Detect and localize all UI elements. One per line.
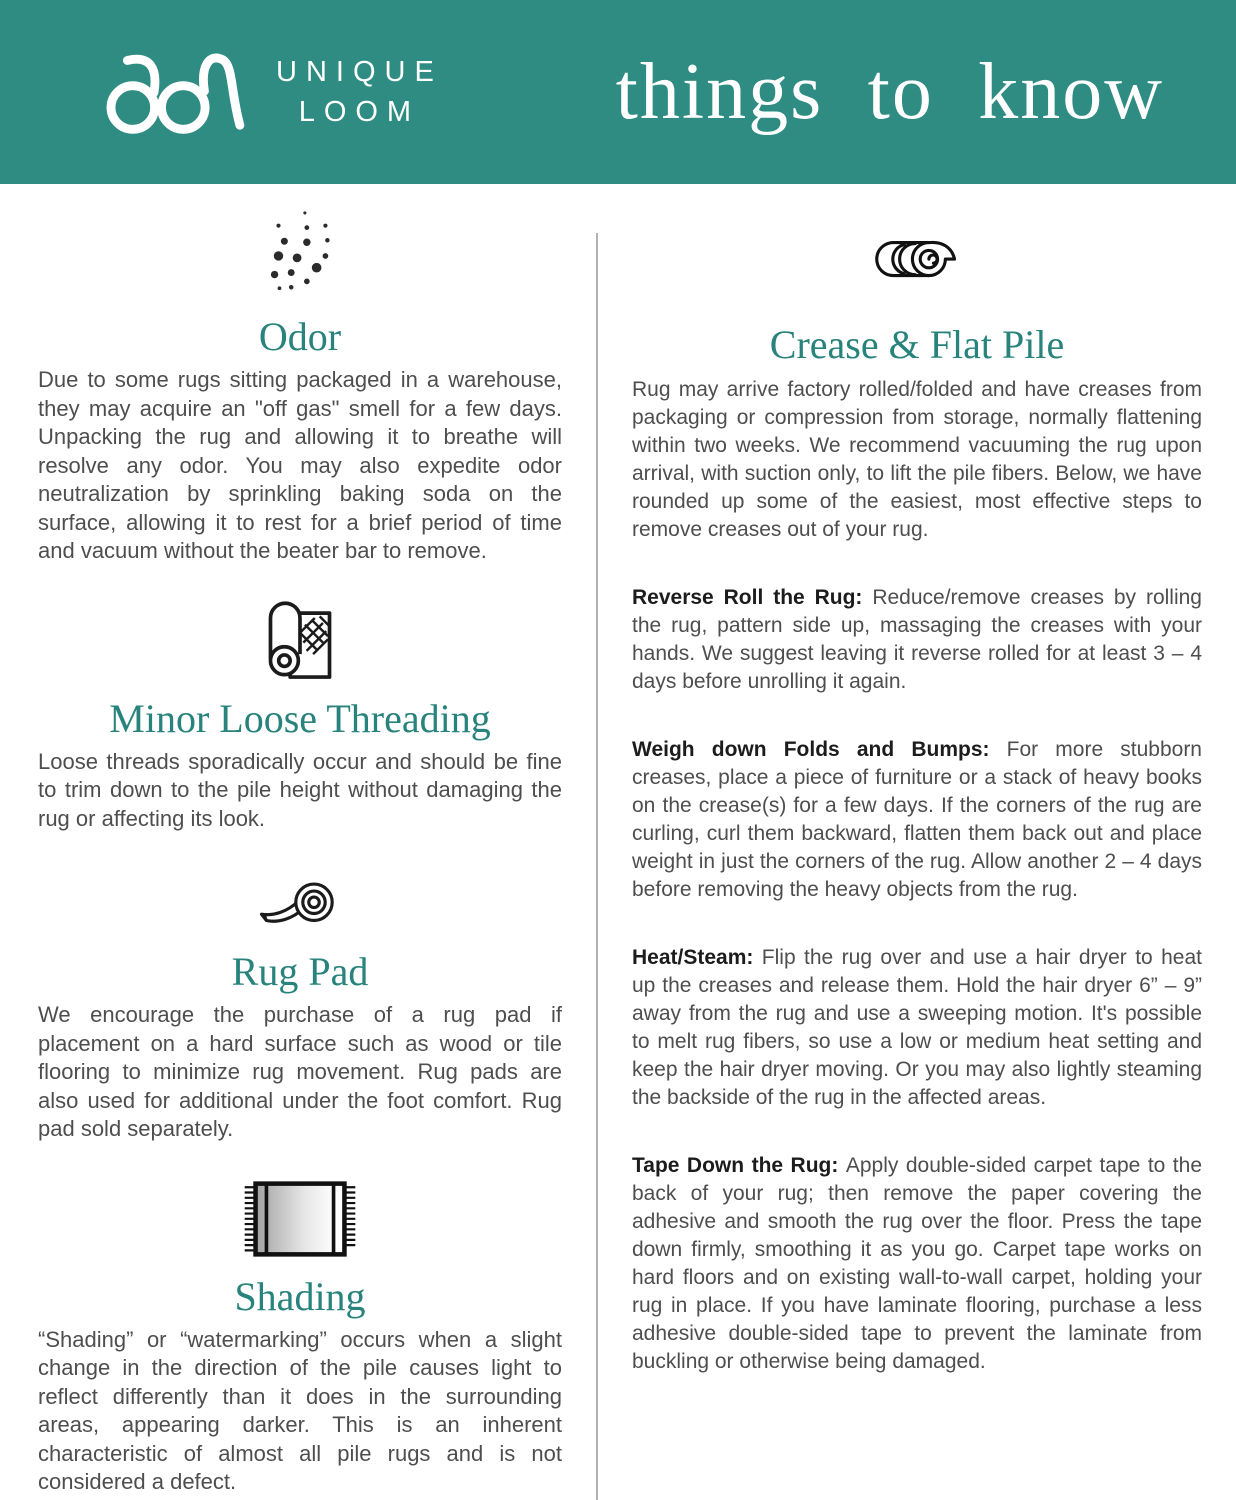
- shading-paragraph: “Shading” or “watermarking” occurs when a slight change in the direction of the pile causes light to reflect differently than it does in the surrounding areas, appearing darker. This is an inherent characteristic of almost all pile rugs and is not considered a defect.: [38, 1326, 562, 1494]
- tip-heat-steam-text: Flip the rug over and use a hair dryer to heat up the creases and release them. Hold the hair dryer 6” – 9” away from the rug and use a sweeping motion. It's possible to melt rug fibers, so use a low or medium heat setting and keep the hair dryer moving. Or you may also lightly steaming the backside of the rug in the affected areas.: [632, 946, 1202, 1109]
- tip-reverse-roll: [632, 584, 1202, 696]
- odor-paragraph: Due to some rugs sitting packaged in a warehouse, they may acquire an "off gas" smell for a few days. Unpacking the rug and allowing it to breathe will resolve any odor. You may also expedite odor neutralization by sprinkling baking soda on the surface, allowing it to rest for a brief period of time and vacuum without the beater bar to remove.: [38, 367, 562, 563]
- tip-heat-steam: [632, 944, 1202, 1112]
- tip-tape-down-text: Apply double-sided carpet tape to the back of your rug; then remove the paper covering the adhesive and smooth the rug over the floor. Press the tape down firmly, smoothing it as you go. Carpet tape works on hard floors and on existing wall-to-wall carpet, holding your rug in place. If you have laminate flooring, purchase a less adhesive double-sided tape to prevent the laminate from buckling or otherwise being damaged.: [632, 1154, 1203, 1373]
- shaded-rug-icon: [240, 1180, 360, 1258]
- page-title: things to know: [615, 47, 1164, 136]
- section-shading: [38, 1144, 562, 1497]
- shading-heading: Shading: [234, 1273, 366, 1319]
- loose-threading-heading: Minor Loose Threading: [109, 695, 491, 741]
- section-odor: [38, 206, 562, 566]
- loose-thread-roll-icon: [267, 600, 333, 682]
- section-crease-flat-pile: [632, 238, 1202, 1376]
- loose-threading-paragraph: Loose threads sporadically occur and should be fine to trim down to the pile height without damaging the rug or affecting its look.: [38, 748, 562, 831]
- tip-tape-down: [632, 1152, 1202, 1376]
- header-banner: [0, 0, 1236, 184]
- brand-name-line1: UNIQUE: [276, 55, 443, 88]
- tip-reverse-roll-label: Reverse Roll the Rug:: [632, 586, 873, 609]
- rolled-rug-icon: [874, 238, 960, 282]
- odor-heading: Odor: [258, 314, 342, 359]
- left-column: [38, 206, 562, 1497]
- brand-name-line2: LOOM: [298, 96, 421, 128]
- crease-flat-pile-heading: Crease & Flat Pile: [769, 322, 1065, 367]
- tip-heat-steam-label: Heat/Steam:: [632, 946, 762, 969]
- unique-loom-logo: [96, 45, 246, 140]
- section-rug-pad: [38, 833, 562, 1144]
- tip-tape-down-label: Tape Down the Rug:: [632, 1154, 846, 1177]
- column-divider: [596, 233, 598, 1500]
- odor-dots-icon: [268, 210, 332, 298]
- tip-weigh-down: [632, 736, 1202, 904]
- brand-name: [276, 52, 443, 132]
- section-loose-threading: [38, 566, 562, 834]
- tip-weigh-down-label: Weigh down Folds and Bumps:: [632, 738, 1007, 761]
- rug-pad-heading: Rug Pad: [231, 949, 369, 994]
- tip-weigh-down-text: For more stubborn creases, place a piece of furniture or a stack of heavy books on the crease(s) for a few days. If the corners of the rug are curling, curl them backward, flatten them back out and place weight in just the corners of the rug. Allow another 2 – 4 days before removing the heavy objects from the rug.: [632, 738, 1202, 901]
- rug-pad-roll-icon: [258, 875, 342, 931]
- rug-pad-paragraph: We encourage the purchase of a rug pad if placement on a hard surface such as wood or tile flooring to minimize rug movement. Rug pads are also used for additional under the foot comfort. Rug pad sold separately.: [38, 1002, 562, 1141]
- right-column: [632, 238, 1202, 1376]
- crease-intro-paragraph: Rug may arrive factory rolled/folded and have creases from packaging or compression from storage, normally flattening within two weeks. We recommend vacuuming the rug upon arrival, with suction only, to lift the pile fibers. Below, we have rounded up some of the easiest, most effective steps to remove creases out of your rug.: [632, 378, 1202, 541]
- tip-reverse-roll-text: Reduce/remove creases by rolling the rug, pattern side up, massaging the creases with your hands. We suggest leaving it reverse rolled for at least 3 – 4 days before unrolling it again.: [632, 586, 1202, 693]
- brand: [96, 45, 443, 140]
